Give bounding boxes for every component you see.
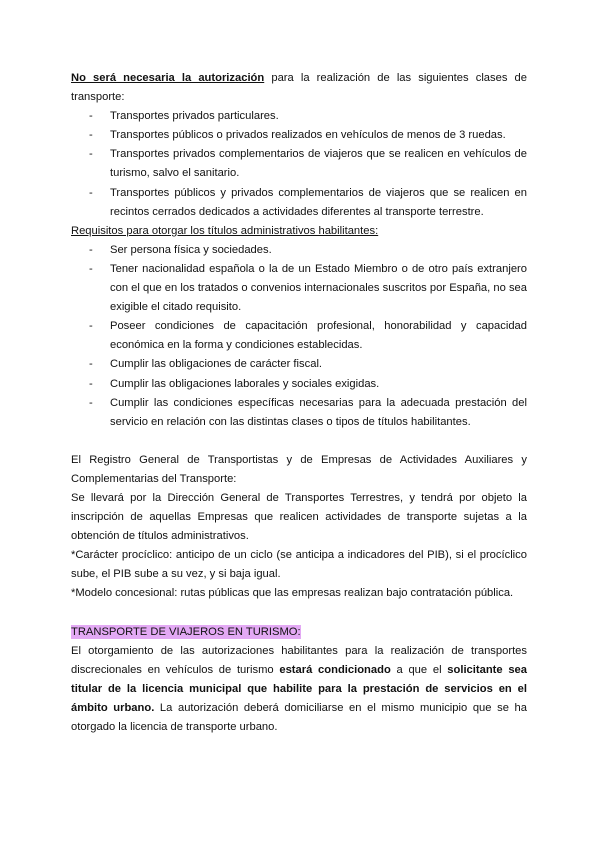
spacer <box>71 604 527 623</box>
exemption-item: - Transportes privados complementarios de viajeros que se realicen en vehículos de turismo, salvo el sanitario. <box>71 145 527 183</box>
requirement-item: - Cumplir las obligaciones de carácter fiscal. <box>71 355 527 374</box>
tourism-bold-1: estará condicionado <box>279 663 391 676</box>
tourism-text-1: El otorgamiento de las autorizaciones habilitantes para la realización de transportes discrecionales en vehículos de turismo <box>71 644 527 676</box>
requirement-item: - Cumplir las condiciones específicas necesarias para la adecuada prestación del servicio en relación con las distintas clases o tipos de títulos habilitantes. <box>71 394 527 432</box>
requirement-item: - Ser persona física y sociedades. <box>71 241 527 260</box>
exemption-item: - Transportes públicos y privados complementarios de viajeros que se realicen en recintos cerrados dedicados a actividades diferentes al transporte terrestre. <box>71 184 527 222</box>
registry-title: El Registro General de Transportistas y de Empresas de Actividades Auxiliares y Complementarias del Transporte: <box>71 453 527 485</box>
spacer <box>71 432 527 451</box>
requirements-heading-text: Requisitos para otorgar los títulos administrativos habilitantes: <box>71 224 379 237</box>
requirements-heading <box>71 222 527 241</box>
document-page <box>71 69 527 737</box>
note-procyclic: *Carácter procíclico: anticipo de un ciclo (se anticipa a indicadores del PIB), si el procíclico sube, el PIB sube a su vez, y si baja igual. <box>71 549 527 581</box>
requirement-item: - Cumplir las obligaciones laborales y sociales exigidas. <box>71 375 527 394</box>
exemption-item: - Transportes privados particulares. <box>71 107 527 126</box>
tourism-text-2: a que el <box>390 663 448 676</box>
exemption-intro-bold: No será necesaria la autorización <box>71 72 265 84</box>
registry-body: Se llevará por la Dirección General de Transportes Terrestres, y tendrá por objeto la inscripción de aquellas Empresas que realicen actividades de transporte sujetas a la obtención de títulos administrativos. <box>71 491 527 543</box>
tourism-heading <box>71 623 527 642</box>
exemption-intro-rest: para la realización de las siguientes clases de transporte: <box>71 72 527 104</box>
requirements-list <box>71 241 527 432</box>
requirement-item: - Tener nacionalidad española o la de un Estado Miembro o de otro país extranjero con el que en los tratados o convenios internacionales suscritos por España, no sea exigible el citado requisito. <box>71 260 527 317</box>
exemption-intro <box>71 69 527 107</box>
tourism-heading-text: TRANSPORTE DE VIAJEROS EN TURISMO: <box>71 625 301 638</box>
note-concession: *Modelo concesional: rutas públicas que las empresas realizan bajo contratación pública. <box>71 587 514 600</box>
exemption-list <box>71 107 527 222</box>
tourism-text-3: La autorización deberá domiciliarse en el mismo municipio que se ha otorgado la licencia de transporte urbano. <box>71 701 527 733</box>
tourism-paragraph <box>71 642 527 737</box>
requirement-item: - Poseer condiciones de capacitación profesional, honorabilidad y capacidad económica en la forma y condiciones establecidas. <box>71 317 527 355</box>
tourism-bold-2: solicitante sea titular de la licencia municipal que habilite para la prestación de servicios en el ámbito urbano. <box>71 663 528 714</box>
exemption-item: - Transportes públicos o privados realizados en vehículos de menos de 3 ruedas. <box>71 126 527 145</box>
